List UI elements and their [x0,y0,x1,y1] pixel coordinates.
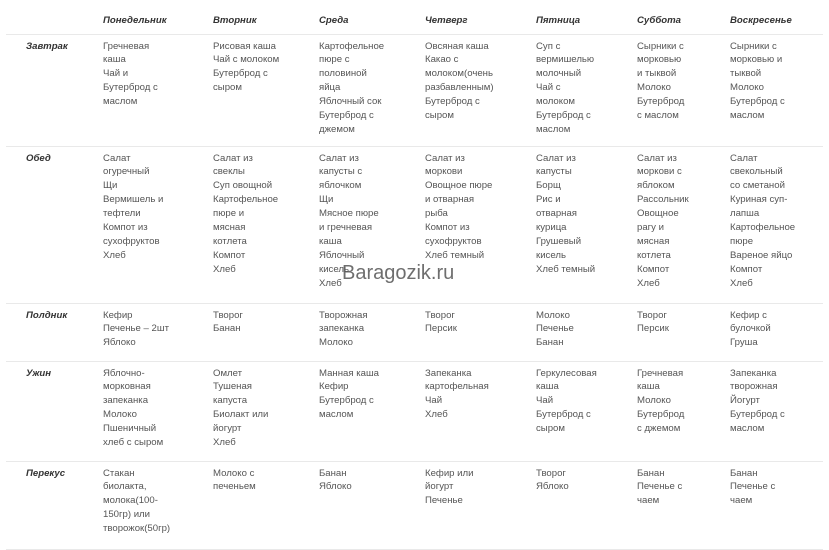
menu-cell [730,146,823,303]
day-header: Пятница [536,6,637,34]
menu-cell [319,461,425,549]
menu-item: Банан [213,323,241,335]
menu-cell [103,146,213,303]
day-header: Вторник [213,6,319,34]
menu-cell [425,34,536,146]
menu-item: творожок(50гр) [103,523,171,535]
menu-item: Рисовая каша [213,40,276,52]
menu-item: Бутерброд с [425,96,480,108]
menu-item: Хлеб [213,263,236,275]
menu-cell [103,461,213,549]
menu-cell [637,461,730,549]
menu-item: мясная [213,222,246,234]
menu-cell [103,361,213,461]
meal-row [6,303,823,361]
menu-cell [730,34,823,146]
menu-item: морковью и [730,54,783,66]
menu-item: мясная [637,235,670,247]
menu-item: Бутерброд с [536,409,591,421]
menu-cell [425,303,536,361]
menu-item: молоком [536,96,575,108]
menu-item: Банан [536,337,564,349]
menu-item: Печенье с [730,481,776,493]
menu-item: каша [536,381,559,393]
menu-item: Творог [425,309,455,321]
menu-cell [536,303,637,361]
menu-item: Бутерброд с [103,82,158,94]
menu-item: морковная [103,381,151,393]
menu-item: Мясное пюре [319,208,379,220]
menu-item: Кефир [103,309,133,321]
menu-item: тефтели [103,208,141,220]
menu-item: тыквой [730,68,762,80]
menu-item: капусты с [319,166,363,178]
menu-item: котлета [213,235,247,247]
menu-item: вермишелью [536,54,595,66]
meal-label: Обед [6,146,103,303]
menu-item: моркови [425,166,463,178]
menu-item: Салат [103,152,131,164]
menu-item: Банан [730,467,758,479]
menu-item: Чай с [536,82,561,94]
menu-item: Щи [319,194,334,206]
menu-item: Овсяная каша [425,40,489,52]
menu-body [6,34,823,549]
menu-item: котлета [637,249,671,261]
menu-cell [213,34,319,146]
menu-item: Чай и [103,68,129,80]
menu-item: Банан [319,467,347,479]
menu-item: йогурт [213,423,242,435]
menu-item: Хлеб [425,409,448,421]
menu-item: Бутерброд с [730,409,785,421]
menu-cell [425,461,536,549]
day-header: Четверг [425,6,536,34]
menu-item: Кефир или [425,467,474,479]
menu-item: Хлеб [319,277,342,289]
menu-item: Рис и [536,194,561,206]
menu-item: Куриная суп- [730,194,788,206]
menu-item: Хлеб [637,277,660,289]
menu-item: каша [319,235,342,247]
menu-item: Печенье [536,323,574,335]
menu-item: пюре и [213,208,245,220]
menu-item: курица [536,222,567,234]
menu-item: Овощное [637,208,679,220]
menu-item: Компот [730,263,763,275]
menu-item: Яблочный [319,249,365,261]
menu-cell [730,361,823,461]
menu-item: Грушевый [536,235,582,247]
menu-item: Какао с [425,54,459,66]
menu-item: и тыквой [637,68,677,80]
menu-cell [536,461,637,549]
menu-item: Яблочный сок [319,96,382,108]
meal-label: Перекус [6,461,103,549]
menu-item: Творог [637,309,667,321]
menu-item: Творог [536,467,566,479]
menu-item: Компот из [103,222,148,234]
meal-label: Ужин [6,361,103,461]
menu-item: Компот [213,249,246,261]
day-header: Суббота [637,6,730,34]
menu-item: каша [637,381,660,393]
menu-item: маслом [319,409,354,421]
menu-item: морковью [637,54,682,66]
menu-item: Печенье – 2шт [103,323,169,335]
menu-cell [319,361,425,461]
menu-item: Бутерброд с [319,110,374,122]
day-header: Среда [319,6,425,34]
meal-row [6,361,823,461]
menu-item: запеканка [103,395,149,407]
menu-item: рыба [425,208,448,220]
menu-cell [730,303,823,361]
menu-item: йогурт [425,481,454,493]
menu-item: Молоко с [213,467,255,479]
menu-item: Картофельное [319,40,385,52]
menu-item: моркови с [637,166,682,178]
menu-cell [213,303,319,361]
menu-item: Тушеная [213,381,252,393]
menu-cell [213,361,319,461]
menu-item: с джемом [637,423,681,435]
menu-item: отварная [536,208,578,220]
menu-item: молока(100- [103,495,158,507]
menu-item: Геркулесовая [536,367,597,379]
meal-row [6,34,823,146]
menu-item: Бутерброд с [536,110,591,122]
menu-cell [103,34,213,146]
menu-item: Чай с молоком [213,54,280,66]
menu-item: Рассольник [637,194,689,206]
menu-item: булочкой [730,323,771,335]
menu-item: Запеканка [425,367,472,379]
menu-item: каша [103,54,126,66]
menu-item: Кефир с [730,309,767,321]
menu-cell [637,146,730,303]
menu-item: Суп овощной [213,180,273,192]
menu-item: Салат из [425,152,465,164]
menu-item: Хлеб [730,277,753,289]
menu-item: пюре [730,235,754,247]
menu-cell [319,303,425,361]
menu-item: творожная [730,381,778,393]
menu-item: картофельная [425,381,489,393]
menu-item: Запеканка [730,367,777,379]
menu-item: Персик [425,323,457,335]
menu-item: маслом [103,96,138,108]
menu-item: Бутерброд с [730,96,785,108]
menu-item: Чай [425,395,443,407]
menu-item: с маслом [637,110,679,122]
watermark: Baragozik.ru [342,262,455,284]
menu-item: Салат из [536,152,576,164]
menu-item: маслом [730,423,765,435]
menu-item: чаем [730,495,753,507]
menu-cell [536,146,637,303]
meal-label: Полдник [6,303,103,361]
menu-item: Хлеб темный [425,249,485,261]
menu-item: Творог [213,309,243,321]
header-row [6,6,823,34]
menu-cell [730,461,823,549]
menu-cell [103,303,213,361]
menu-item: Персик [637,323,669,335]
menu-item: чаем [637,495,660,507]
menu-item: пюре с [319,54,350,66]
menu-item: сухофруктов [103,235,160,247]
menu-item: яйца [319,82,341,94]
menu-cell [425,361,536,461]
meal-row [6,461,823,549]
menu-item: 150гр) или [103,509,151,521]
menu-item: кисель [319,263,349,275]
menu-item: со сметаной [730,180,785,192]
menu-item: Салат [730,152,758,164]
menu-item: Борщ [536,180,561,192]
menu-item: печеньем [213,481,256,493]
menu-item: Молоко [319,337,353,349]
menu-item: хлеб с сыром [103,437,164,449]
menu-item: огуречный [103,166,150,178]
menu-item: Чай [536,395,554,407]
meal-label: Завтрак [6,34,103,146]
menu-item: Стакан [103,467,135,479]
menu-item: Молоко [637,395,671,407]
menu-item: Банан [637,467,665,479]
menu-item: сыром [425,110,454,122]
menu-item: Молоко [730,82,764,94]
menu-item: яблоком [637,180,675,192]
menu-item: Манная каша [319,367,380,379]
day-header: Понедельник [103,6,213,34]
menu-item: Молоко [536,309,570,321]
corner-cell [6,6,103,34]
menu-item: Хлеб темный [536,263,596,275]
menu-item: Овощное пюре [425,180,493,192]
menu-item: свеклы [213,166,245,178]
menu-item: половиной [319,68,367,80]
menu-item: Яблоко [319,481,352,493]
menu-item: Компот [637,263,670,275]
menu-cell [536,361,637,461]
menu-item: Салат из [319,152,359,164]
menu-item: Кефир [319,381,349,393]
menu-item: молочный [536,68,582,80]
menu-item: Пшеничный [103,423,157,435]
menu-item: маслом [730,110,765,122]
menu-item: джемом [319,123,355,135]
menu-cell [319,34,425,146]
menu-item: и гречневая [319,222,373,234]
menu-item: кисель [536,249,566,261]
menu-item: Гречневая [103,40,150,52]
menu-item: Молоко [637,82,671,94]
menu-item: Творожная [319,309,368,321]
menu-item: Печенье [425,495,463,507]
menu-item: Хлеб [103,249,126,261]
menu-item: Печенье с [637,481,683,493]
menu-item: Вермишель и [103,194,164,206]
menu-item: лапша [730,208,760,220]
menu-item: Молоко [103,409,137,421]
menu-item: Гречневая [637,367,684,379]
menu-cell [213,461,319,549]
menu-item: молоком(очень [425,68,493,80]
menu-item: Йогурт [730,395,760,407]
menu-item: Хлеб [213,437,236,449]
menu-item: рагу и [637,222,664,234]
menu-item: Бутерброд [637,409,685,421]
menu-cell [213,146,319,303]
menu-cell [637,34,730,146]
menu-item: сухофруктов [425,235,482,247]
menu-item: запеканка [319,323,365,335]
menu-item: Картофельное [213,194,279,206]
menu-item: биолакта, [103,481,147,493]
menu-item: Бутерброд с [213,68,268,80]
menu-item: капусты [536,166,572,178]
menu-item: Картофельное [730,222,796,234]
menu-cell [637,303,730,361]
menu-item: сыром [213,82,242,94]
menu-item: Яблочно- [103,367,145,379]
menu-item: Бутерброд [637,96,685,108]
menu-item: капуста [213,395,248,407]
menu-item: Салат из [213,152,253,164]
menu-item: Суп с [536,40,561,52]
menu-item: Щи [103,180,118,192]
menu-item: Сырники с [730,40,777,52]
menu-item: яблочком [319,180,362,192]
menu-item: Вареное яйцо [730,249,793,261]
menu-item: Компот из [425,222,470,234]
menu-item: Салат из [637,152,677,164]
menu-cell [637,361,730,461]
menu-item: Яблоко [536,481,569,493]
menu-item: Сырники с [637,40,684,52]
menu-item: сыром [536,423,565,435]
day-header: Воскресенье [730,6,823,34]
menu-item: Груша [730,337,758,349]
menu-item: свекольный [730,166,783,178]
menu-item: и отварная [425,194,475,206]
menu-item: Яблоко [103,337,136,349]
menu-cell [536,34,637,146]
menu-item: разбавленным) [425,82,494,94]
menu-item: маслом [536,123,571,135]
menu-item: Бутерброд с [319,395,374,407]
menu-item: Биолакт или [213,409,269,421]
menu-item: Омлет [213,367,243,379]
